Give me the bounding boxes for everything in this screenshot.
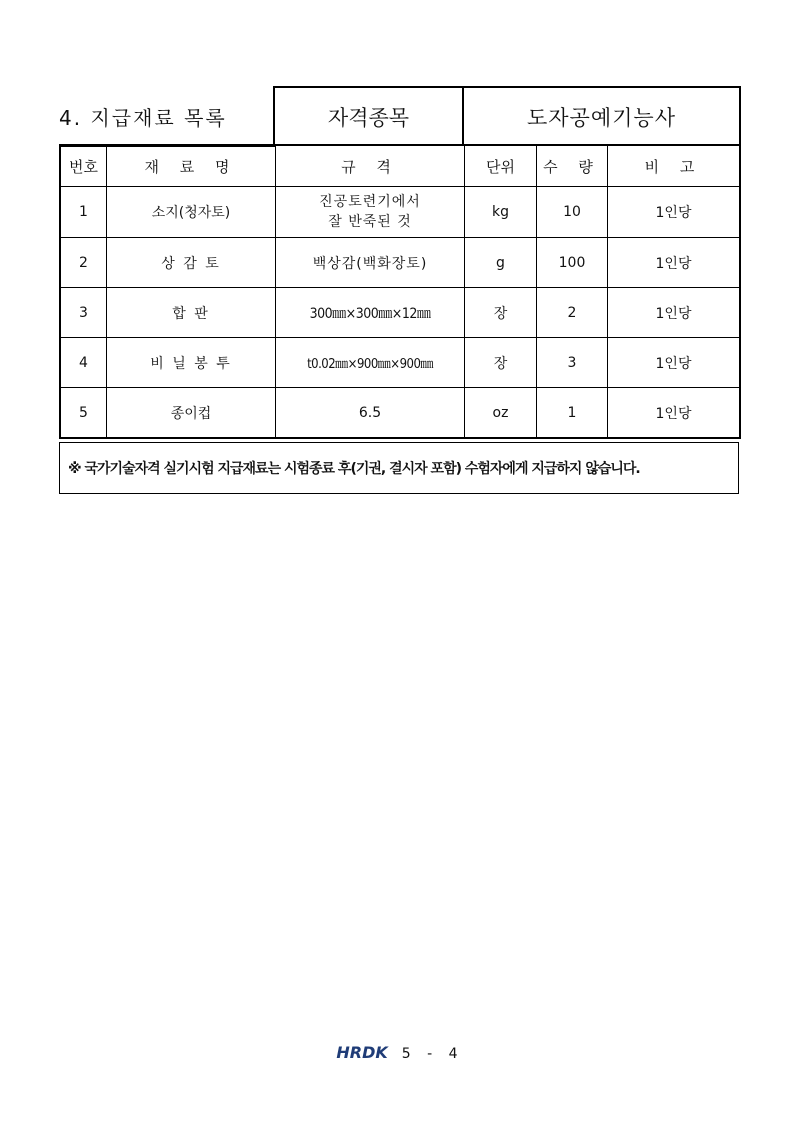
materials-table — [59, 144, 741, 439]
cell-unit: 장 — [465, 288, 537, 338]
cell-spec — [276, 187, 465, 238]
cell-unit: g — [465, 238, 537, 288]
cell-spec: t0.02㎜×900㎜×900㎜ — [276, 338, 465, 388]
cell-unit: oz — [465, 388, 537, 439]
qualification-value: 도자공예기능사 — [463, 87, 740, 146]
table-row — [60, 338, 740, 388]
table-row — [60, 288, 740, 338]
cell-no: 1 — [60, 187, 107, 238]
cell-note: 1인당 — [608, 238, 741, 288]
cell-note: 1인당 — [608, 388, 741, 439]
cell-qty: 3 — [537, 338, 608, 388]
cell-qty: 10 — [537, 187, 608, 238]
cell-unit: kg — [465, 187, 537, 238]
cell-name: 합 판 — [107, 288, 276, 338]
column-header-no: 번호 — [60, 145, 107, 187]
table-row — [60, 388, 740, 439]
cell-no: 5 — [60, 388, 107, 439]
cell-spec-line2: 잘 반죽된 것 — [328, 214, 412, 230]
column-header-note: 비 고 — [608, 145, 741, 187]
cell-spec-line1: 진공토련기에서 — [319, 194, 421, 210]
qualification-label: 자격종목 — [274, 87, 463, 146]
cell-name: 상 감 토 — [107, 238, 276, 288]
cell-spec: 백상감(백화장토) — [276, 238, 465, 288]
table-header-row — [60, 145, 740, 187]
cell-note: 1인당 — [608, 187, 741, 238]
cell-qty: 1 — [537, 388, 608, 439]
cell-unit: 장 — [465, 338, 537, 388]
cell-no: 2 — [60, 238, 107, 288]
notice-box: ※ 국가기술자격 실기시험 지급재료는 시험종료 후(기권, 결시자 포함) 수험자에게 지급하지 않습니다. — [59, 442, 739, 494]
cell-note: 1인당 — [608, 288, 741, 338]
cell-no: 4 — [60, 338, 107, 388]
cell-name: 종이컵 — [107, 388, 276, 439]
section-title: 4. 지급재료 목록 — [59, 87, 274, 146]
column-header-qty: 수 량 — [537, 145, 608, 187]
cell-qty: 100 — [537, 238, 608, 288]
cell-name: 비 닐 봉 투 — [107, 338, 276, 388]
hrdk-logo: HRDK — [336, 1043, 388, 1062]
cell-qty: 2 — [537, 288, 608, 338]
column-header-name: 재 료 명 — [107, 145, 276, 187]
header-table — [59, 86, 741, 147]
cell-name: 소지(청자토) — [107, 187, 276, 238]
table-row — [60, 187, 740, 238]
cell-spec: 6.5 — [276, 388, 465, 439]
cell-spec: 300㎜×300㎜×12㎜ — [276, 288, 465, 338]
cell-no: 3 — [60, 288, 107, 338]
table-row — [60, 238, 740, 288]
column-header-spec: 규 격 — [276, 145, 465, 187]
cell-note: 1인당 — [608, 338, 741, 388]
page-footer — [0, 1043, 800, 1062]
column-header-unit: 단위 — [465, 145, 537, 187]
page-number: 5 - 4 — [401, 1046, 464, 1062]
